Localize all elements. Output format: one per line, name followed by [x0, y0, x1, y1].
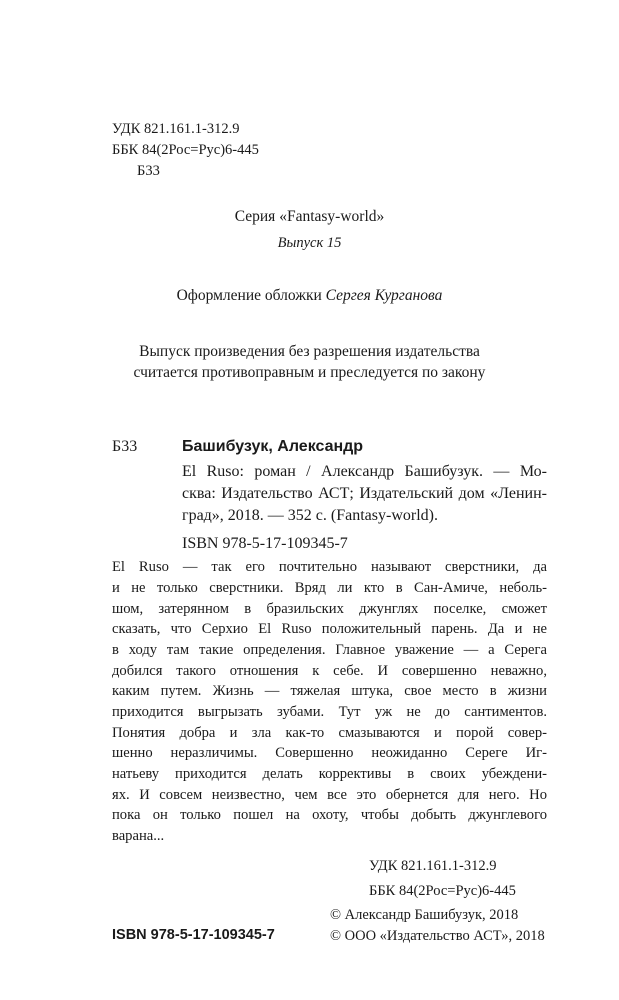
annotation-line-2: и не только сверстники. Вряд ли кто в Сан-Амиче, неболь- [112, 580, 547, 596]
annotation-line-14: варана... [112, 828, 165, 844]
cover-designer-name: Сергея Курганова [325, 287, 443, 304]
copyright-author: © Александр Башибузук, 2018 [330, 907, 519, 923]
series-name: «Fantasy-world» [279, 208, 385, 225]
copyright-publisher: © ООО «Издательство АСТ», 2018 [330, 928, 545, 944]
bbk-code-bottom: ББК 84(2Рос=Рус)6-445 [369, 883, 516, 899]
isbn-bold: ISBN 978-5-17-109345-7 [112, 927, 275, 943]
series-issue: Выпуск 15 [277, 235, 342, 251]
annotation-line-13: пока он только пошел на охоту, чтобы добыть джунглевого [112, 807, 547, 823]
annotation-line-10: шенно неразличимы. Совершенно неожиданно Сереге Иг- [112, 745, 547, 761]
annotation-line-9: Понятия добра и зла как-то смазываются и порой совер- [112, 725, 547, 741]
series-prefix: Серия [234, 208, 280, 225]
copyright-notice-line-1: Выпуск произведения без разрешения издательства [139, 343, 480, 360]
catalog-description-line-3: град», 2018. — 352 с. (Fantasy-world). [182, 507, 438, 524]
catalog-isbn: ISBN 978-5-17-109345-7 [182, 535, 348, 552]
cover-design-prefix: Оформление обложки [176, 287, 326, 304]
catalog-description-line-2: сква: Издательство АСТ; Издательский дом «Ленин- [182, 485, 547, 502]
annotation-line-4: сказать, что Серхио El Ruso положительный парень. Да и не [112, 621, 547, 637]
series-line [0, 207, 619, 227]
catalog-author: Башибузук, Александр [182, 438, 364, 455]
cover-design-line [0, 286, 619, 306]
annotation-line-7: каким путем. Жизнь — тяжелая штука, свое место в жизни [112, 683, 547, 699]
bbk-code-top: ББК 84(2Рос=Рус)6-445 [112, 142, 259, 158]
udk-code-top: УДК 821.161.1-312.9 [112, 121, 240, 137]
annotation-line-12: ях. И совсем неизвестно, чем все это обернется для него. Но [112, 787, 547, 803]
annotation-line-6: добился такого отношения к себе. И совершенно неважно, [112, 663, 547, 679]
annotation-line-8: приходится выгрызать зубами. Тут уж не до сантиментов. [112, 704, 547, 720]
udk-code-bottom: УДК 821.161.1-312.9 [369, 858, 497, 874]
annotation-line-3: шом, затерянном в бразильских джунглях поселке, сможет [112, 601, 547, 617]
catalog-description-line-1: El Ruso: роман / Александр Башибузук. — Мо- [182, 463, 547, 480]
copyright-notice-line-2: считается противоправным и преследуется по закону [133, 364, 486, 381]
catalog-mark: Б33 [112, 438, 138, 455]
annotation-line-11: натьеву приходится делать коррективы в своих убеждени- [112, 766, 547, 782]
annotation-line-5: в ходу там такие определения. Главное уважение — а Серега [112, 642, 547, 658]
annotation-line-1: El Ruso — так его почтительно называют сверстники, да [112, 559, 547, 575]
author-mark-top: Б33 [137, 163, 160, 179]
